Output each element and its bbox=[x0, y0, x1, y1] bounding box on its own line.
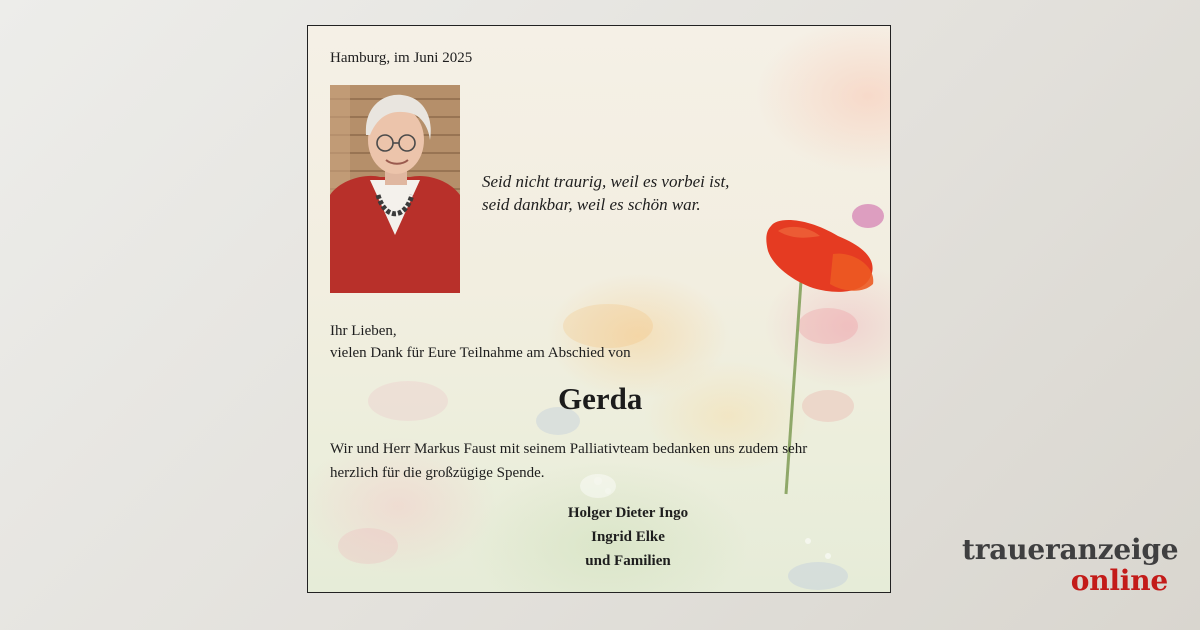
portrait-photo bbox=[330, 85, 460, 293]
obituary-card bbox=[307, 25, 891, 593]
thanks-line: Wir und Herr Markus Faust mit seinem Palliativteam bedanken uns zudem sehr bbox=[330, 441, 808, 457]
greeting bbox=[330, 320, 631, 364]
brand-suffix: online bbox=[1070, 564, 1168, 597]
thanks-text bbox=[330, 437, 807, 485]
deceased-name: Gerda bbox=[558, 381, 643, 416]
signature-line: Ingrid Elke bbox=[591, 529, 665, 545]
greeting-line: Ihr Lieben, bbox=[330, 323, 397, 339]
brand-name: traueranzeige bbox=[962, 533, 1179, 566]
quote-line: seid dankbar, weil es schön war. bbox=[482, 195, 701, 214]
memorial-quote bbox=[482, 170, 729, 216]
brand-logo[interactable] bbox=[962, 533, 1179, 597]
signature-line: Holger Dieter Ingo bbox=[567, 505, 689, 521]
signature-line: und Familien bbox=[585, 553, 671, 569]
place-date: Hamburg, im Juni 2025 bbox=[330, 50, 473, 66]
quote-line: Seid nicht traurig, weil es vorbei ist, bbox=[482, 172, 730, 191]
thanks-line: herzlich für die großzügige Spende. bbox=[330, 465, 545, 481]
greeting-line: vielen Dank für Eure Teilnahme am Abschied von bbox=[330, 345, 631, 361]
